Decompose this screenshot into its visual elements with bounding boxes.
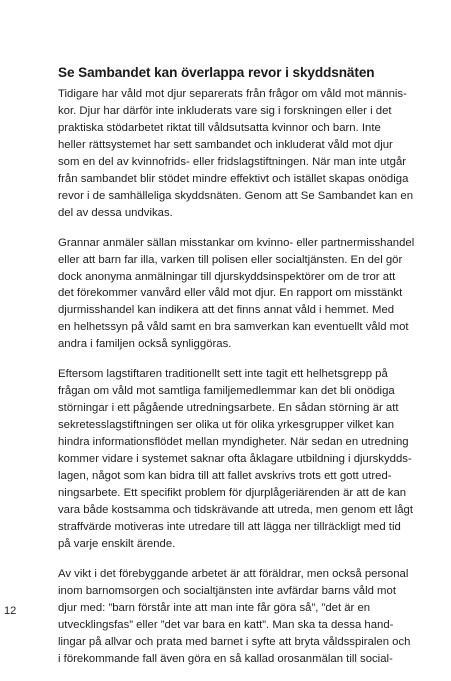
body-text [58,86,418,681]
text-line: hindra informationsflödet mellan myndigheter. När sedan en utredning [58,436,409,449]
text-line: som en del av kvinnofrids- eller fridslagstiftningen. När man inte utgår [58,155,407,168]
text-line: lingar på allvar och prata med barnet i syfte att bryta våldsspiralen och [58,635,411,648]
text-line: från sambandet blir stödet mindre effektivt och istället skapas onödiga [58,172,409,185]
text-line: eller att barn far illa, varken till polisen eller socialtjänsten. En del gör [58,253,403,266]
text-line: Grannar anmäler sällan misstankar om kvinno- eller partnermisshandel [58,236,415,249]
text-line: inom barnomsorgen och socialtjänsten inte avfärdar barns våld mot [58,584,396,597]
paragraph-1 [58,86,418,222]
text-line: del av dessa undvikas. [58,206,173,219]
text-line: lagen, något som kan bidra till att fallet avskrivs trots ett gott utred- [58,470,392,483]
section-heading: Se Sambandet kan överlappa revor i skyddsnäten [58,65,375,80]
text-line: det förekommer vanvård eller våld mot djur. En rapport om misstänkt [58,287,403,300]
text-line: störningar i ett pågående utredningsarbete. En sådan störning är att [58,402,399,415]
text-line: frågan om våld mot samtliga familjemedlemmar kan det bli onödiga [58,385,395,398]
text-line: heller rättsystemet har sett sambandet och inkluderat våld mot djur [58,138,393,151]
text-line: dock anonyma anmälningar till djurskyddsinspektörer om de tror att [58,270,396,283]
paragraph-3 [58,366,418,552]
text-line: vara både kostsamma och tidskrävande att utreda, men genom ett lågt [58,503,414,516]
text-line: djurmisshandel kan indikera att det finns annat våld i hemmet. Med [58,304,395,317]
paragraph-4 [58,566,418,668]
text-line: djur med: ”barn förstår inte att man inte får göra så”, ”det är en [58,601,371,614]
text-line: straffvärde motiveras inte utredare till att lägga ner tillräckligt med tid [58,520,401,533]
text-line: ningsarbete. Ett specifikt problem för djurplågeriärenden är att de kan [58,486,407,499]
text-line: utvecklingsfas” eller ”det var bara en katt”. Man ska ta dessa hand- [58,618,394,631]
text-line: kor. Djur har därför inte inkluderats vare sig i forskningen eller i det [58,104,392,117]
text-line: kommer vidare i systemet saknar ofta åklagare utbildning i djurskydds- [58,453,412,466]
text-line: en helhetssyn på våld samt en bra samverkan kan eventuellt våld mot [58,321,409,334]
text-line: sekretesslagstiftningen ser olika ut för olika yrkesgrupper vilket kan [58,419,395,432]
text-line: på varje enskilt ärende. [58,537,176,550]
paragraph-2 [58,235,418,354]
page-number: 12 [4,605,17,617]
text-line: revor i de samhälleliga skyddsnäten. Genom att Se Sambandet kan en [58,189,414,202]
text-line: andra i familjen också synliggöras. [58,338,232,351]
text-line: Tidigare har våld mot djur separerats från frågor om våld mot männis- [58,88,407,100]
text-line: Eftersom lagstiftaren traditionellt sett inte tagit ett helhetsgrepp på [58,368,388,381]
text-line: Av vikt i det förebyggande arbetet är att föräldrar, men också personal [58,567,409,580]
text-line: i förekommande fall även göra en så kallad orosanmälan till social- [58,652,393,665]
text-line: praktiska stödarbetet riktat till våldsutsatta kvinnor och barn. Inte [58,121,381,134]
